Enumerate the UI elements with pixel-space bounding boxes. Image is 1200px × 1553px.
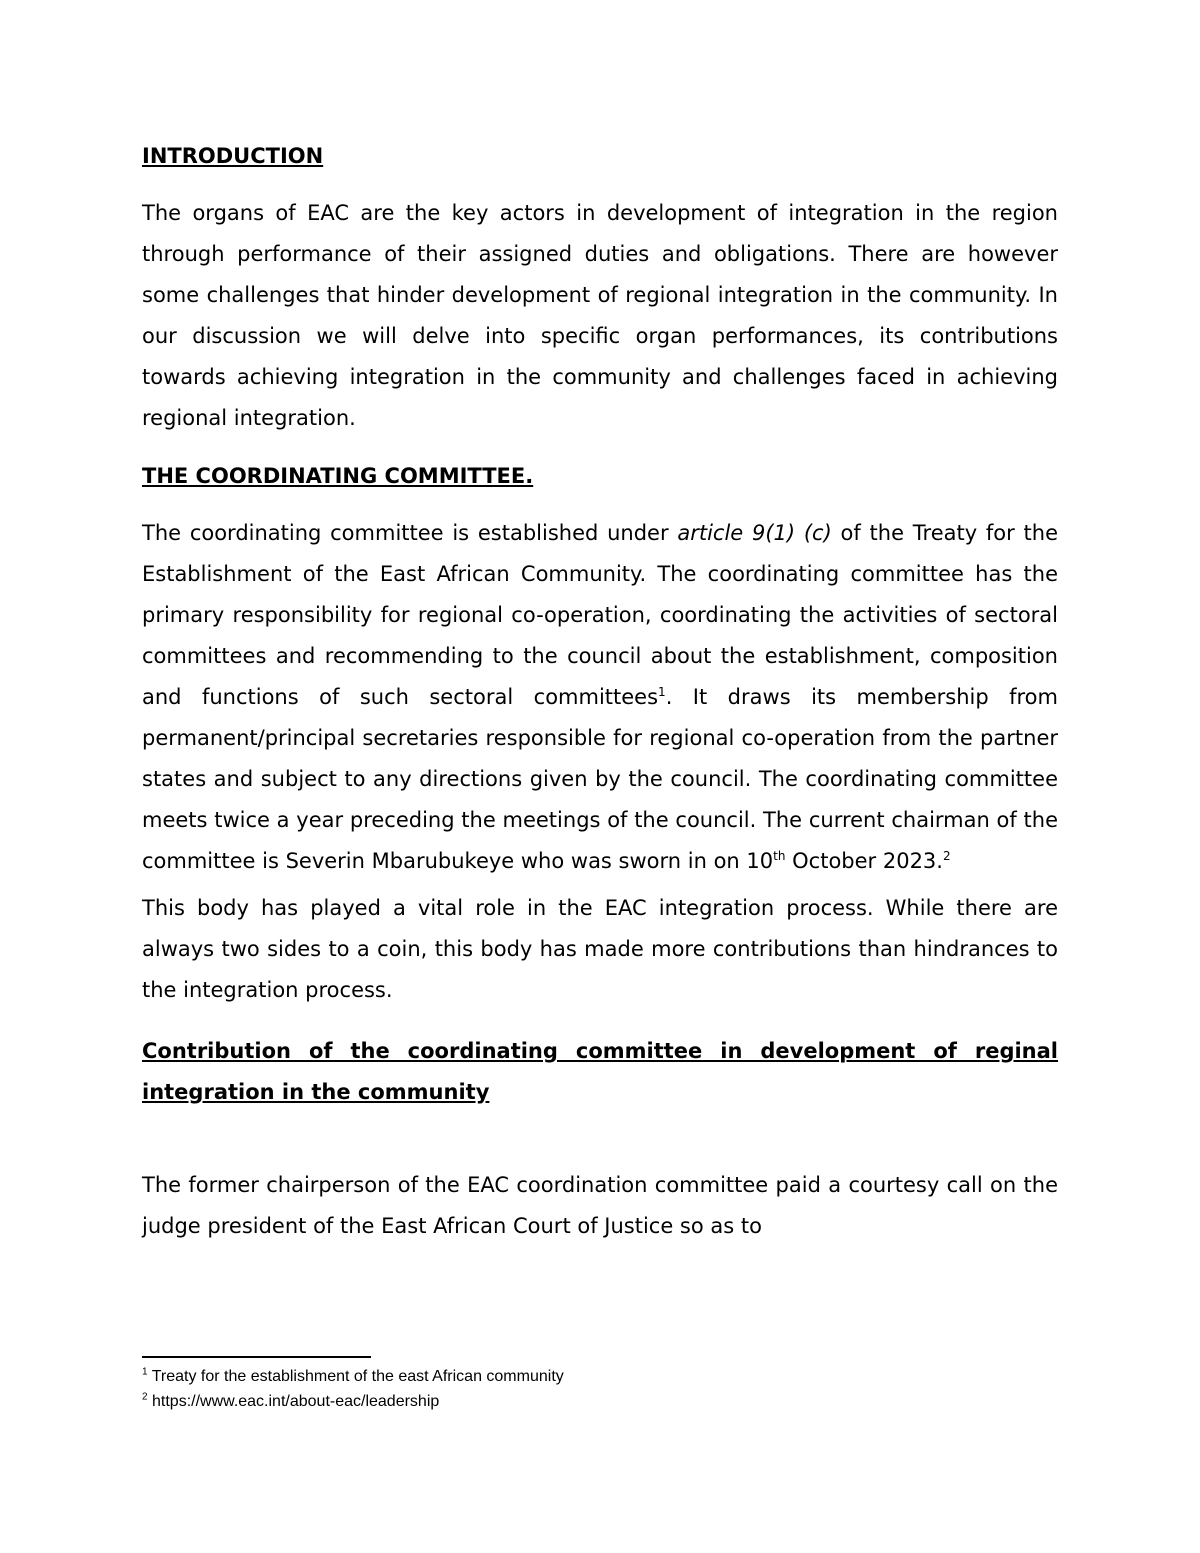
footnote-number: 2 [142,1391,148,1403]
coordinating-committee-heading: THE COORDINATING COMMITTEE. [142,464,534,488]
footnote-2 [142,1389,1058,1414]
footnote-text: Treaty for the establishment of the east African community [147,1368,564,1385]
introduction-heading: INTRODUCTION [142,144,324,168]
document-body [142,140,1058,1247]
footnote-number: 1 [142,1366,148,1378]
text-run: . It draws its membership from permanent/principal secretaries responsible for regional co-operation from the partner states and subject to any directions given by the council. The coordinating committee meets twice a year preceding the meetings of the council. The current chairman of the committee is Severin Mbarubukeye who was sworn in on 10 [142,685,1058,873]
coordinating-committee-paragraph [142,513,1058,882]
footnote-separator [142,1356,371,1358]
introduction-paragraph: The organs of EAC are the key actors in development of integration in the region through performance of their assigned duties and obligations. There are however some challenges that hinder development of regional integration in the community. In our discussion we will delve into specific organ performances, its contributions towards achieving integration in the community and challenges faced in achieving regional integration. [142,201,1058,430]
footnote-link[interactable]: https://www.eac.int/about-eac/leadership [147,1393,440,1410]
vital-role-paragraph: This body has played a vital role in the EAC integration process. While there are always two sides to a coin, this body has made more contributions than hindrances to the integration process. [142,896,1058,1002]
article-reference: article 9(1) (c) [677,521,832,545]
footnote-1 [142,1364,1058,1389]
ordinal-suffix: th [773,849,786,863]
text-run: The coordinating committee is established under [142,521,678,545]
text-run: October 2023. [785,849,943,873]
footnote-ref-2[interactable]: 2 [942,849,951,863]
text-run: of the Treaty for the Establishment of the East African Community. The coordinating committee has the primary responsibility for regional co-operation, coordinating the activities of sectoral committees and recommending to the council about the establishment, composition and functions of such sectoral committees [142,521,1058,709]
contribution-heading: Contribution of the coordinating committee in development of reginal integration in the community [142,1039,1058,1104]
footnotes [142,1356,1058,1414]
contribution-paragraph: The former chairperson of the EAC coordination committee paid a courtesy call on the judge president of the East African Court of Justice so as to [142,1173,1058,1238]
footnote-ref-1[interactable]: 1 [658,685,666,699]
